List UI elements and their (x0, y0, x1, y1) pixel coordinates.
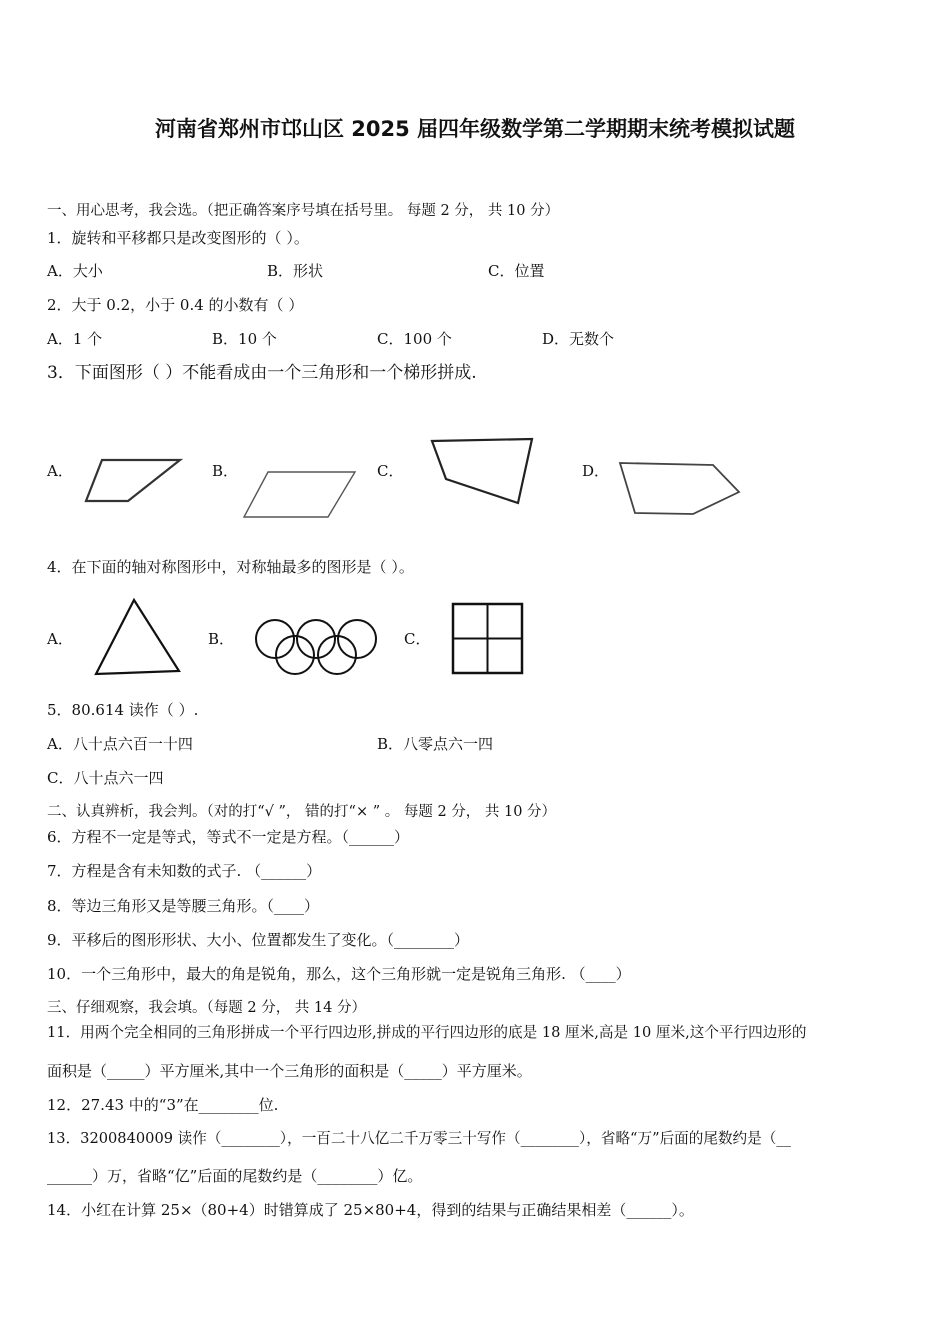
question-3-option-b: B． (212, 462, 239, 480)
question-8: 8．等边三角形又是等腰三角形。（____） (47, 897, 320, 915)
question-2-option-a: A．1 个 (47, 330, 103, 348)
question-5-option-b: B．八零点六一四 (377, 735, 494, 753)
figure-irregular-quadrilateral-c (428, 435, 540, 509)
section-heading-1: 一、用心思考，我会选。（把正确答案序号填在括号里。 每题 2 分， 共 10 分） (47, 203, 560, 219)
question-14: 14．小红在计算 25×（80+4）时错算成了 25×80+4，得到的结果与正确结果相差（______）。 (47, 1201, 694, 1219)
question-11-line-2: 面积是（_____）平方厘米,其中一个三角形的面积是（_____）平方厘米。 (47, 1062, 532, 1080)
figure-parallelogram-a (80, 455, 185, 505)
question-1-stem: 1．旋转和平移都只是改变图形的（ ）。 (47, 229, 309, 247)
question-4-option-a: A． (47, 630, 73, 648)
question-4-option-b: B． (208, 630, 235, 648)
question-3-option-a: A． (47, 462, 73, 480)
question-9: 9．平移后的图形形状、大小、位置都发生了变化。（________） (47, 931, 470, 949)
section-heading-3: 三、仔细观察，我会填。（每题 2 分， 共 14 分） (47, 1000, 366, 1016)
question-2-option-b: B．10 个 (212, 330, 277, 348)
question-1-option-c: C．位置 (488, 262, 545, 280)
question-10: 10．一个三角形中，最大的角是锐角，那么，这个三角形就一定是锐角三角形. （____） (47, 965, 631, 983)
figure-parallelogram-b (240, 467, 360, 523)
question-6: 6．方程不一定是等式，等式不一定是方程。（______） (47, 828, 410, 846)
figure-pentagon-d (615, 458, 745, 520)
question-2-option-d: D．无数个 (542, 330, 615, 348)
question-5-option-a: A．八十点六百一十四 (47, 735, 193, 753)
question-3-stem: 3．下面图形（ ）不能看成由一个三角形和一个梯形拼成. (47, 363, 477, 383)
question-2-option-c: C．100 个 (377, 330, 452, 348)
question-1-option-b: B．形状 (267, 262, 324, 280)
figure-square-grid (450, 601, 526, 677)
question-3-option-c: C． (377, 462, 404, 480)
question-12: 12．27.43 中的“3”在________位. (47, 1096, 279, 1114)
question-3-option-d: D． (582, 462, 610, 480)
figure-olympic-rings (250, 617, 382, 675)
question-5-stem: 5．80.614 读作（ ）. (47, 701, 199, 719)
question-4-option-c: C． (404, 630, 431, 648)
figure-triangle (92, 597, 184, 677)
question-4-stem: 4．在下面的轴对称图形中，对称轴最多的图形是（ ）。 (47, 558, 414, 576)
question-5-option-c: C．八十点六一四 (47, 769, 164, 787)
question-1-option-a: A．大小 (47, 262, 103, 280)
page-title: 河南省郑州市邙山区 2025 届四年级数学第二学期期末统考模拟试题 (154, 117, 796, 141)
question-2-stem: 2．大于 0.2，小于 0.4 的小数有（ ） (47, 296, 304, 314)
question-7: 7．方程是含有未知数的式子. （______） (47, 862, 322, 880)
question-13-line-1: 13．3200840009 读作（________），一百二十八亿二千万零三十写作（________），省略“万”后面的尾数约是（__ (47, 1130, 791, 1147)
question-11-line-1: 11．用两个完全相同的三角形拼成一个平行四边形,拼成的平行四边形的底是 18 厘米,高是 10 厘米,这个平行四边形的 (47, 1024, 807, 1041)
question-13-line-2: ______）万，省略“亿”后面的尾数约是（________）亿。 (47, 1167, 423, 1185)
section-heading-2: 二、认真辨析，我会判。（对的打“√ ”， 错的打“× ” 。 每题 2 分， 共 10 分） (47, 804, 557, 820)
